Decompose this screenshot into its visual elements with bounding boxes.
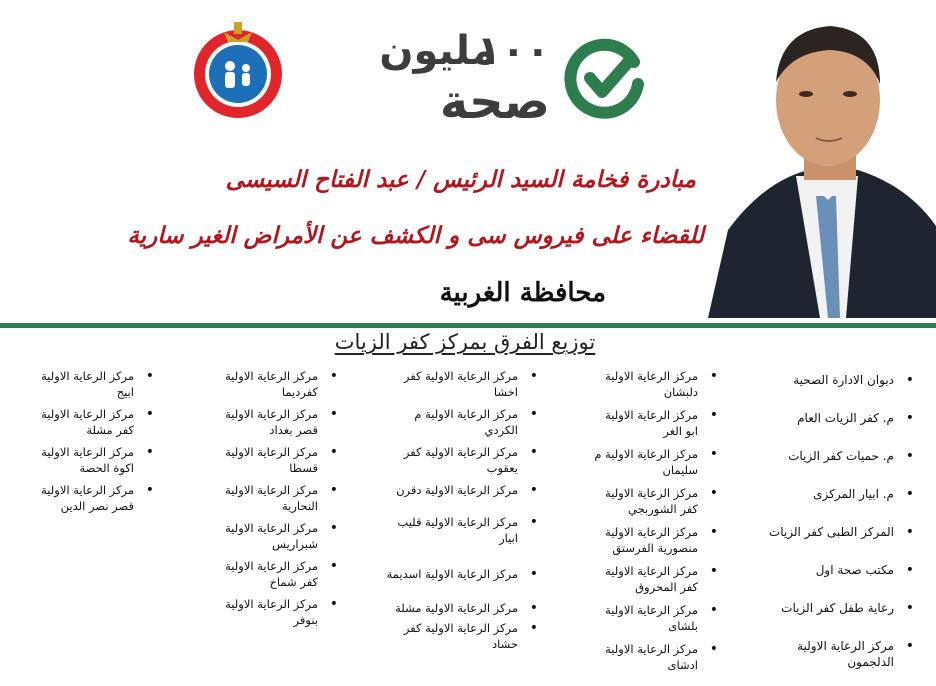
list-item: • مركز الرعاية الاولية ابيج	[0, 368, 156, 400]
initiative-purpose: للقضاء على فيروس سى و الكشف عن الأمراض الغير سارية	[127, 222, 704, 249]
list-item: • مركز الرعاية الاولية م سليمان	[560, 446, 720, 478]
list-item: • مكتب صحة اول	[720, 562, 916, 578]
teams-column-1	[720, 372, 916, 674]
list-item: • مركز الرعاية الاولية شبراريس	[190, 520, 340, 552]
list-item: • مركز الرعاية الاولية كفر حشاد	[350, 620, 540, 652]
governorate-title: محافظة الغربية	[439, 278, 606, 308]
list-item: • مركز الرعاية الاولية كفر شماخ	[190, 558, 340, 590]
list-item: • مركز الرعاية الاولية مشلة	[350, 600, 540, 616]
list-item: • مركز الرعاية الاولية كفر مشلة	[0, 406, 156, 438]
distribution-title: توزيع الفرق بمركز كفر الزيات	[334, 330, 596, 354]
header-banner	[0, 0, 936, 318]
teams-column-4	[190, 368, 340, 634]
list-item: • مركز الرعاية الاولية م الكردي	[350, 406, 540, 438]
list-item: • مركز الرعاية الاولية النحارية	[190, 482, 340, 514]
list-item: • المركز الطبى كفر الزيات	[720, 524, 916, 540]
check-circle-icon	[564, 38, 646, 120]
logo-word-health: صحة	[439, 74, 550, 130]
list-item: • مركز الرعاية الاولية اسديمة	[350, 566, 540, 582]
list-item: • مركز الرعاية الاولية بلشاى	[560, 602, 720, 634]
100-million-health-logo	[356, 28, 646, 132]
logo-word-million: مليون	[379, 28, 496, 74]
list-item: • مركز الرعاية الاولية كفر الشوربجي	[560, 485, 720, 517]
list-item: • مركز الرعاية الاولية قليب ابيار	[350, 514, 540, 546]
list-item: • مركز الرعاية الاولية قسطا	[190, 444, 340, 476]
list-item: • مركز الرعاية الاولية اكوة الحصة	[0, 444, 156, 476]
teams-column-2	[560, 368, 720, 680]
list-item: • مركز الرعاية الاولية الدلجمون	[720, 638, 916, 670]
teams-column-5	[0, 368, 156, 520]
list-item: • رعاية طفل كفر الزيات	[720, 600, 916, 616]
list-item: • مركز الرعاية الاولية بنوفر	[190, 596, 340, 628]
initiative-slogan: مبادرة فخامة السيد الرئيس / عبد الفتاح السيسى	[225, 166, 696, 193]
health-directorate-emblem	[190, 18, 286, 122]
list-item: • مركز الرعاية الاولية دلبشان	[560, 368, 720, 400]
list-item: • مركز الرعاية الاولية ابو الغر	[560, 407, 720, 439]
list-item: • مركز الرعاية الاولية كفر اخشا	[350, 368, 540, 400]
list-item: • م. ابيار المركزى	[720, 486, 916, 502]
list-item: • م. كفر الزيات العام	[720, 410, 916, 426]
list-item: • مركز الرعاية الاولية منصورية الفرستق	[560, 524, 720, 556]
list-item: • ديوان الادارة الصحية	[720, 372, 916, 388]
list-item: • مركز الرعاية الاولية قصر بغداد	[190, 406, 340, 438]
logo-number: ١٠٠	[476, 28, 550, 74]
list-item: • مركز الرعاية الاولية كفر يعقوب	[350, 444, 540, 476]
list-item: • مركز الرعاية الاولية دقرن	[350, 482, 540, 498]
president-photo	[708, 0, 936, 318]
list-item: • مركز الرعاية الاولية قصر نصر الدين	[0, 482, 156, 514]
divider-bar	[0, 323, 936, 328]
list-item: • مركز الرعاية الاولية كفرديما	[190, 368, 340, 400]
list-item: • مركز الرعاية الاولية كفر المحروق	[560, 563, 720, 595]
list-item: • مركز الرعاية الاولية ادشاى	[560, 641, 720, 673]
teams-column-3	[350, 368, 540, 658]
list-item: • م. حميات كفر الزيات	[720, 448, 916, 464]
